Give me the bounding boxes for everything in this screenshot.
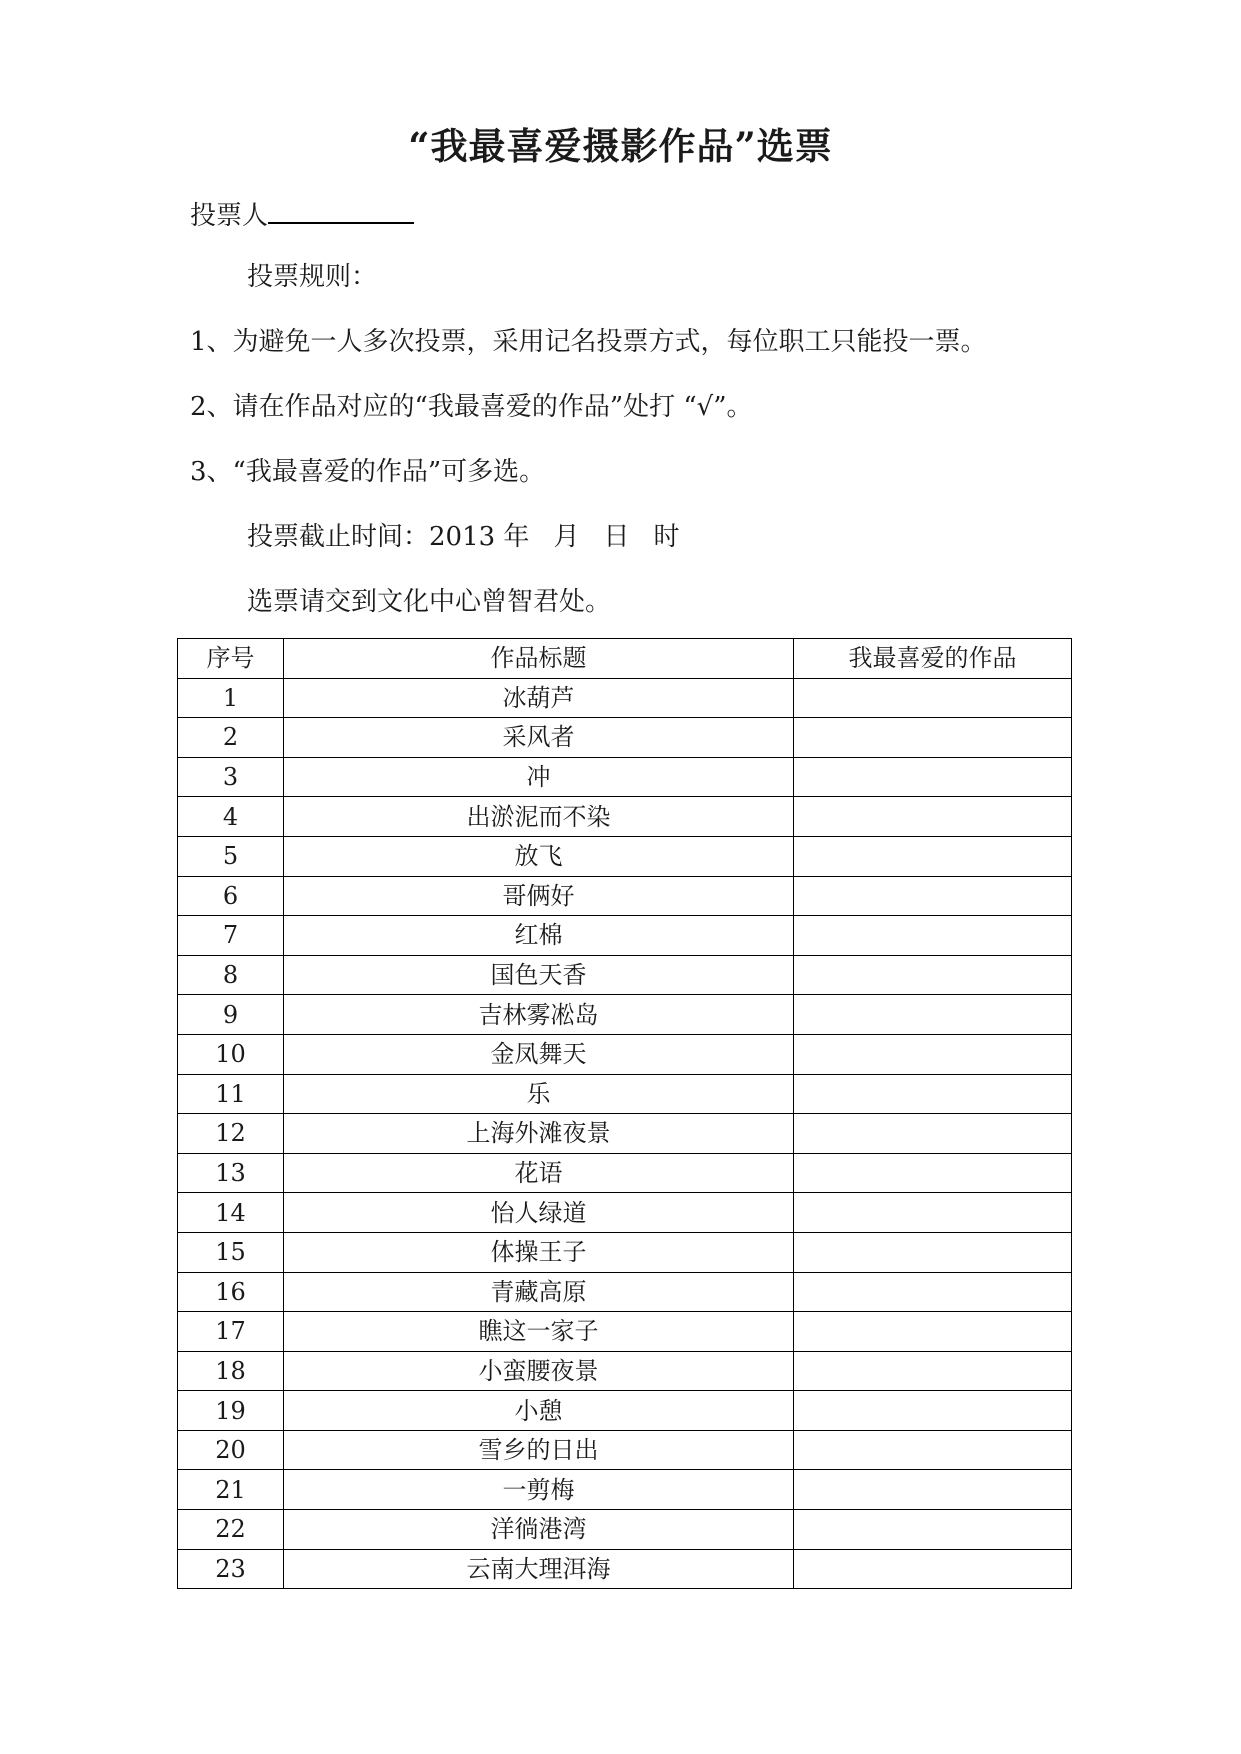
row-number: 4 xyxy=(178,797,284,837)
favorite-checkbox-cell[interactable] xyxy=(794,876,1072,916)
favorite-checkbox-cell[interactable] xyxy=(794,678,1072,718)
row-title: 金凤舞天 xyxy=(284,1034,794,1074)
row-title: 出淤泥而不染 xyxy=(284,797,794,837)
ballot-table xyxy=(177,638,1072,1589)
favorite-checkbox-cell[interactable] xyxy=(794,955,1072,995)
table-row xyxy=(178,1193,1072,1233)
table-row xyxy=(178,1549,1072,1589)
table-header-row xyxy=(178,639,1072,679)
row-number: 13 xyxy=(178,1153,284,1193)
row-title: 上海外滩夜景 xyxy=(284,1114,794,1154)
favorite-checkbox-cell[interactable] xyxy=(794,1074,1072,1114)
table-row xyxy=(178,1114,1072,1154)
table-row xyxy=(178,836,1072,876)
table-row xyxy=(178,1430,1072,1470)
row-title: 瞧这一家子 xyxy=(284,1312,794,1352)
row-number: 3 xyxy=(178,757,284,797)
row-title: 国色天香 xyxy=(284,955,794,995)
row-number: 23 xyxy=(178,1549,284,1589)
row-number: 7 xyxy=(178,916,284,956)
submission-note: 选票请交到文化中心曾智君处。 xyxy=(247,587,612,617)
rules-heading: 投票规则： xyxy=(247,262,378,292)
favorite-checkbox-cell[interactable] xyxy=(794,1430,1072,1470)
row-number: 20 xyxy=(178,1430,284,1470)
row-number: 8 xyxy=(178,955,284,995)
favorite-checkbox-cell[interactable] xyxy=(794,1153,1072,1193)
row-title: 小憩 xyxy=(284,1391,794,1431)
row-number: 22 xyxy=(178,1510,284,1550)
row-number: 5 xyxy=(178,836,284,876)
row-number: 18 xyxy=(178,1351,284,1391)
row-number: 14 xyxy=(178,1193,284,1233)
row-title: 花语 xyxy=(284,1153,794,1193)
row-title: 冰葫芦 xyxy=(284,678,794,718)
table-row xyxy=(178,797,1072,837)
favorite-checkbox-cell[interactable] xyxy=(794,1549,1072,1589)
row-number: 2 xyxy=(178,718,284,758)
row-title: 放飞 xyxy=(284,836,794,876)
row-title: 怡人绿道 xyxy=(284,1193,794,1233)
favorite-checkbox-cell[interactable] xyxy=(794,1272,1072,1312)
row-number: 9 xyxy=(178,995,284,1035)
favorite-checkbox-cell[interactable] xyxy=(794,1034,1072,1074)
deadline-day: 日 xyxy=(603,522,630,552)
row-number: 21 xyxy=(178,1470,284,1510)
favorite-checkbox-cell[interactable] xyxy=(794,718,1072,758)
ballot-table-body xyxy=(178,678,1072,1589)
favorite-checkbox-cell[interactable] xyxy=(794,1391,1072,1431)
row-title: 青藏高原 xyxy=(284,1272,794,1312)
row-title: 体操王子 xyxy=(284,1232,794,1272)
row-title: 一剪梅 xyxy=(284,1470,794,1510)
row-title: 云南大理洱海 xyxy=(284,1549,794,1589)
row-title: 冲 xyxy=(284,757,794,797)
favorite-checkbox-cell[interactable] xyxy=(794,757,1072,797)
row-title: 小蛮腰夜景 xyxy=(284,1351,794,1391)
favorite-checkbox-cell[interactable] xyxy=(794,1312,1072,1352)
favorite-checkbox-cell[interactable] xyxy=(794,1510,1072,1550)
row-number: 1 xyxy=(178,678,284,718)
table-row xyxy=(178,1312,1072,1352)
deadline-label: 投票截止时间：2013 年 xyxy=(247,522,530,552)
deadline-hour: 时 xyxy=(653,522,680,552)
favorite-checkbox-cell[interactable] xyxy=(794,836,1072,876)
row-title: 雪乡的日出 xyxy=(284,1430,794,1470)
document-title: “我最喜爱摄影作品”选票 xyxy=(408,124,833,168)
table-row xyxy=(178,1034,1072,1074)
row-number: 16 xyxy=(178,1272,284,1312)
deadline-month: 月 xyxy=(553,522,580,552)
voter-label: 投票人 xyxy=(190,201,269,231)
rule-item-1: 1、为避免一人多次投票，采用记名投票方式，每位职工只能投一票。 xyxy=(190,327,987,357)
row-number: 17 xyxy=(178,1312,284,1352)
favorite-checkbox-cell[interactable] xyxy=(794,1114,1072,1154)
row-title: 乐 xyxy=(284,1074,794,1114)
rule-item-3: 3、“我最喜爱的作品”可多选。 xyxy=(190,457,546,487)
row-number: 6 xyxy=(178,876,284,916)
row-title: 采风者 xyxy=(284,718,794,758)
voter-line xyxy=(190,192,414,236)
row-title: 洋徜港湾 xyxy=(284,1510,794,1550)
rule-item-2: 2、请在作品对应的“我最喜爱的作品”处打 “√”。 xyxy=(190,392,753,422)
favorite-checkbox-cell[interactable] xyxy=(794,916,1072,956)
voter-name-blank[interactable] xyxy=(268,192,414,224)
row-title: 哥俩好 xyxy=(284,876,794,916)
favorite-checkbox-cell[interactable] xyxy=(794,1351,1072,1391)
favorite-checkbox-cell[interactable] xyxy=(794,1193,1072,1233)
table-row xyxy=(178,1074,1072,1114)
table-row xyxy=(178,1391,1072,1431)
row-number: 19 xyxy=(178,1391,284,1431)
table-row xyxy=(178,955,1072,995)
table-row xyxy=(178,678,1072,718)
favorite-checkbox-cell[interactable] xyxy=(794,1470,1072,1510)
favorite-checkbox-cell[interactable] xyxy=(794,797,1072,837)
table-row xyxy=(178,718,1072,758)
table-row xyxy=(178,1351,1072,1391)
table-row xyxy=(178,995,1072,1035)
header-title: 作品标题 xyxy=(284,639,794,679)
row-number: 10 xyxy=(178,1034,284,1074)
header-favorite: 我最喜爱的作品 xyxy=(794,639,1072,679)
row-title: 吉林雾凇岛 xyxy=(284,995,794,1035)
favorite-checkbox-cell[interactable] xyxy=(794,1232,1072,1272)
table-row xyxy=(178,916,1072,956)
table-row xyxy=(178,1272,1072,1312)
table-row xyxy=(178,757,1072,797)
row-number: 15 xyxy=(178,1232,284,1272)
table-row xyxy=(178,1510,1072,1550)
row-number: 12 xyxy=(178,1114,284,1154)
table-row xyxy=(178,876,1072,916)
row-number: 11 xyxy=(178,1074,284,1114)
table-row xyxy=(178,1470,1072,1510)
row-title: 红棉 xyxy=(284,916,794,956)
favorite-checkbox-cell[interactable] xyxy=(794,995,1072,1035)
table-row xyxy=(178,1153,1072,1193)
header-number: 序号 xyxy=(178,639,284,679)
table-row xyxy=(178,1232,1072,1272)
deadline-line xyxy=(247,517,679,557)
